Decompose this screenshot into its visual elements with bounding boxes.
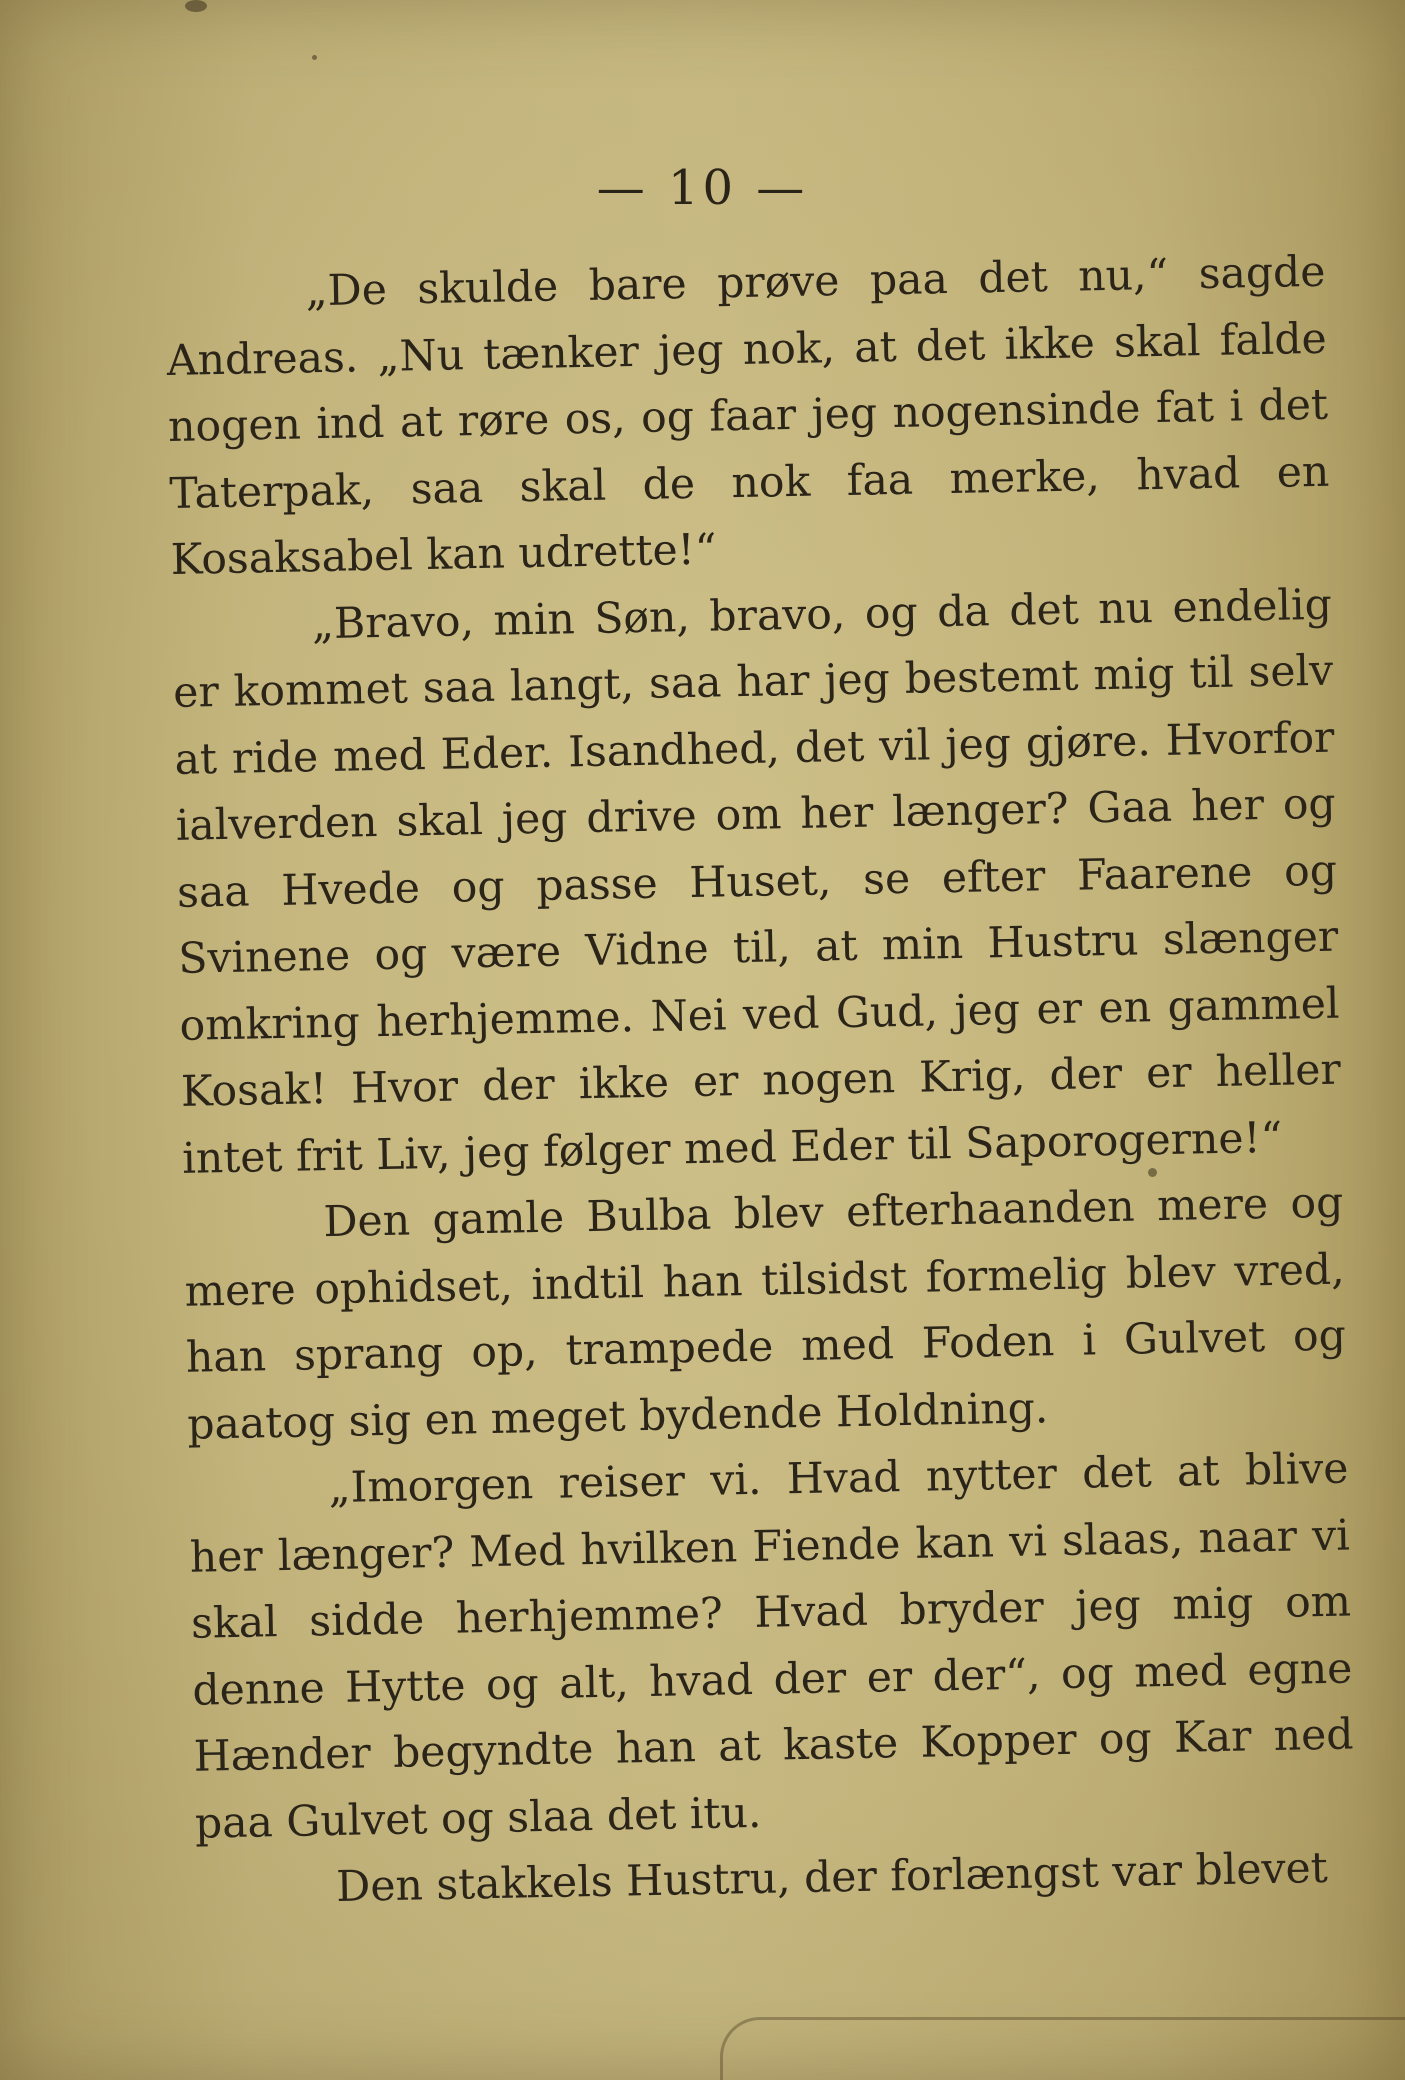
paragraph: „Bravo, min Søn, bravo, og da det nu endelig er kommet saa langt, saa har jeg bestemt mig til selv at ride med Eder. Isandhed, det vil jeg gjøre. Hvorfor ialverden skal jeg drive om her længer? Gaa her og saa Hvede og passe Huset, se efter Faarene og Svinene og være Vidne til, at min Hustru slænger omkring herhjemme. Nei ved Gud, jeg er en gammel Kosak! Hvor der ikke er nogen Krig, der er heller intet frit Liv, jeg følger med Eder til Saporogerne!“ [172, 580, 1342, 1184]
page-fold-mark [720, 2017, 1405, 2080]
ink-speck [312, 55, 317, 60]
paragraph: Den stakkels Hustru, der forlængst var blevet [335, 1843, 1329, 1913]
paragraph: „De skulde bare prøve paa det nu,“ sagde Andreas. „Nu tænker jeg nok, at det ikke skal falde nogen ind at røre os, og faar jeg nogensinde fat i det Taterpak, saa skal de nok faa merke, hvad en Kosaksabel kan udrette!“ [166, 247, 1330, 585]
ink-speck [185, 0, 207, 12]
paragraph: Den gamle Bulba blev efterhaanden mere og mere ophidset, indtil han tilsidst formelig blev vred, han sprang op, trampede med Foden i Gulvet og paatog sig en meget bydende Holdning. [184, 1178, 1347, 1450]
paragraph: „Imorgen reiser vi. Hvad nytter det at blive her længer? Med hvilken Fiende kan vi slaas, naar vi skal sidde herhjemme? Hvad bryder jeg mig om denne Hytte og alt, hvad der er der“, og med egne Hænder begyndte han at kaste Kopper og Kar ned paa Gulvet og slaa det itu. [189, 1444, 1354, 1849]
page-number: — 10 — [596, 160, 809, 216]
body-text [165, 240, 1357, 1924]
